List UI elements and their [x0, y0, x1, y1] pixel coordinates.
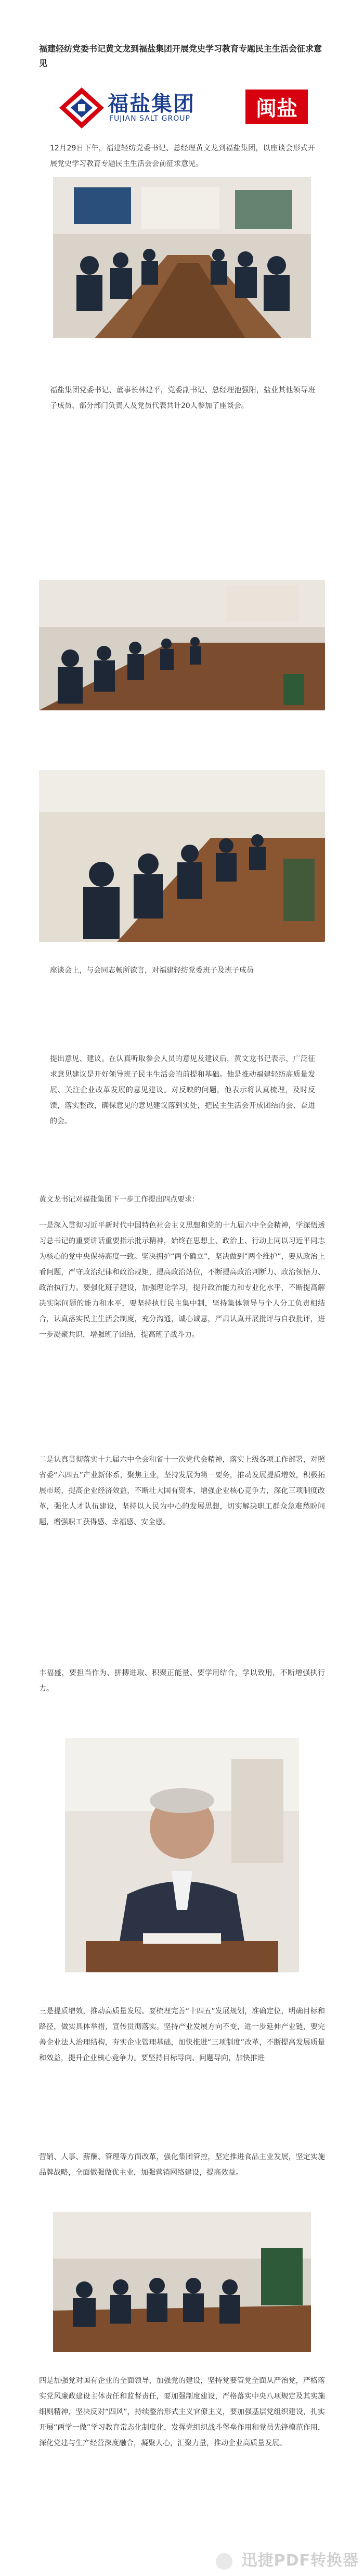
brand-logo-header — [58, 83, 308, 133]
article-paragraph-requirement-1: 一是深入贯彻习近平新时代中国特色社会主义思想和党的十九届六中全会精神，学深悟透习总书记的重要讲话重要指示批示精神，始终在思想上、政治上、行动上同以习近平同志为核心的党中央保持高度一致。坚决拥护“两个确立”，坚决做到“两个维护”，要从政治上看问题，严守政治纪律和政治规矩，提高政治站位，不断提高政治判断力、政治领悟力、政治执行力。要强化班子建设，加强理论学习，提升政治能力和专业化水平，不断提高解决实际问题的能力和水平，要坚持执行民主集中制，坚持集体领导与个人分工负责相结合，认真落实民主生活会制度，充分沟通，诚心诚意，严肃认真开展批评与自我批评，进一步凝聚共识，增强班子团结，提高班子战斗力。 — [39, 1221, 325, 1339]
article-paragraph-intro: 12月29日下午，福建轻纺党委书记、总经理黄文龙到福盐集团，以座谈会形式开展党史学习教育专题民主生活会会前征求意见。 — [50, 144, 315, 168]
article-paragraph-requirement-3-cont: 营销、人事、薪酬、管理等方面改革，强化集团管控，坚定推进食品主业发展，坚定实施品牌战略，全面做强做优主业，加强营销网络建设，提高效益。 — [39, 2153, 325, 2177]
meeting-photo-1 — [53, 177, 311, 338]
meeting-photo-2 — [39, 580, 325, 710]
article-paragraph-feedback: 提出意见、建议。在认真听取参会人员的意见及建议后，黄文龙书记表示，广泛征求意见建议是开好领导班子民主生活会的前提和基础。他是推动福建轻纺高质量发展、关注企业改革发展的意见建议。对反映的问题，他表示将认真梳理，及时反馈，落实整改，确保意见的意见建议落到实处，把民主生活会开成团结的会、奋进的会。 — [50, 1055, 315, 1126]
article-paragraph-requirement-2-cont: 丰福盛，要担当作为、拼搏进取、积聚正能量、要学用结合，学以致用，不断增强执行力。 — [39, 1669, 325, 1693]
article-paragraph-requirements-intro: 黄文龙书记对福盐集团下一步工作提出四点要求： — [39, 1195, 199, 1204]
pdf-watermark — [216, 2547, 359, 2570]
article-paragraph-requirement-3: 三是提质增效，推动高质量发展。要梳理完善“十四五”发展规划，准确定位，明确目标和路径，做实具体举措，宣传贯彻落实。坚持产业发展方向不变，进一步延伸产业链，要完善企业法人治理结构，夯实企业管理基础，加快推进“三项制度”改革，不断提高发展质量和效益，提升企业核心竞争力。要坚持目标导向、问题导向，加快推进 — [39, 2007, 325, 2062]
conference-room-image — [39, 770, 325, 942]
article-paragraph-attendees: 福盐集团党委书记、董事长林建平，党委副书记、总经理池强阳，盐业其他领导班子成员、部分部门负责人及党员代表共计20人参加了座谈会。 — [50, 386, 315, 410]
speaker-image — [65, 1738, 299, 1972]
pdf-converter-logo-icon — [216, 2553, 232, 2570]
fujian-salt-seal-icon — [58, 86, 105, 130]
article-paragraph-discussion: 座谈会上，与会同志畅所欲言，对福建轻纺党委班子及班子成员 — [50, 966, 254, 975]
watermark-text: 迅捷PDF转换器 — [241, 2552, 359, 2570]
conference-room-image — [53, 177, 311, 338]
article-title: 福建轻纺党委书记黄文龙到福盐集团开展党史学习教育专题民主生活会征求意见 — [39, 44, 322, 68]
min-yan-mark: 闽盐 — [245, 90, 308, 124]
meeting-photo-4 — [53, 2212, 311, 2352]
speaker-photo — [65, 1738, 299, 1972]
conference-room-image — [53, 2212, 311, 2352]
article-paragraph-requirement-2: 二是认真贯彻落实十九届六中全会和省十一次党代会精神，落实上级各项工作部署，对照省委“六四五”产业新体系，聚焦主业，坚持发展为第一要务，推动发展提质增效，积极拓展市场，提高企业经济效益，不断壮大国有资本，增强企业核心竞争力，深化三项制度改革，强化人才队伍建设，坚持以人民为中心的发展思想，切实解决职工群众急难愁盼问题，增强职工获得感、幸福感、安全感。 — [39, 1456, 325, 1526]
conference-room-image — [39, 580, 325, 710]
article-paragraph-requirement-4: 四是加强党对国有企业的全面领导，加强党的建设，坚持党要管党全面从严治党，严格落实党风廉政建设主体责任和监督责任，要加强制度建设，严格落实中央八项规定及其实施细则精神，坚决反对“四风”，持续整治形式主义官僚主义，要加强基层党组织建设，扎实开展“两学一做”学习教育常态化制度化，发挥党组织战斗堡垒作用和党员先锋模范作用，深化党建与生产经营深度融合，凝聚人心，汇聚力量，推动企业高质量发展。 — [39, 2377, 325, 2447]
brand-name-cn: 福盐集团 — [108, 92, 195, 116]
meeting-photo-3 — [39, 770, 325, 942]
brand-name-en: FUJIAN SALT GROUP — [109, 114, 190, 123]
